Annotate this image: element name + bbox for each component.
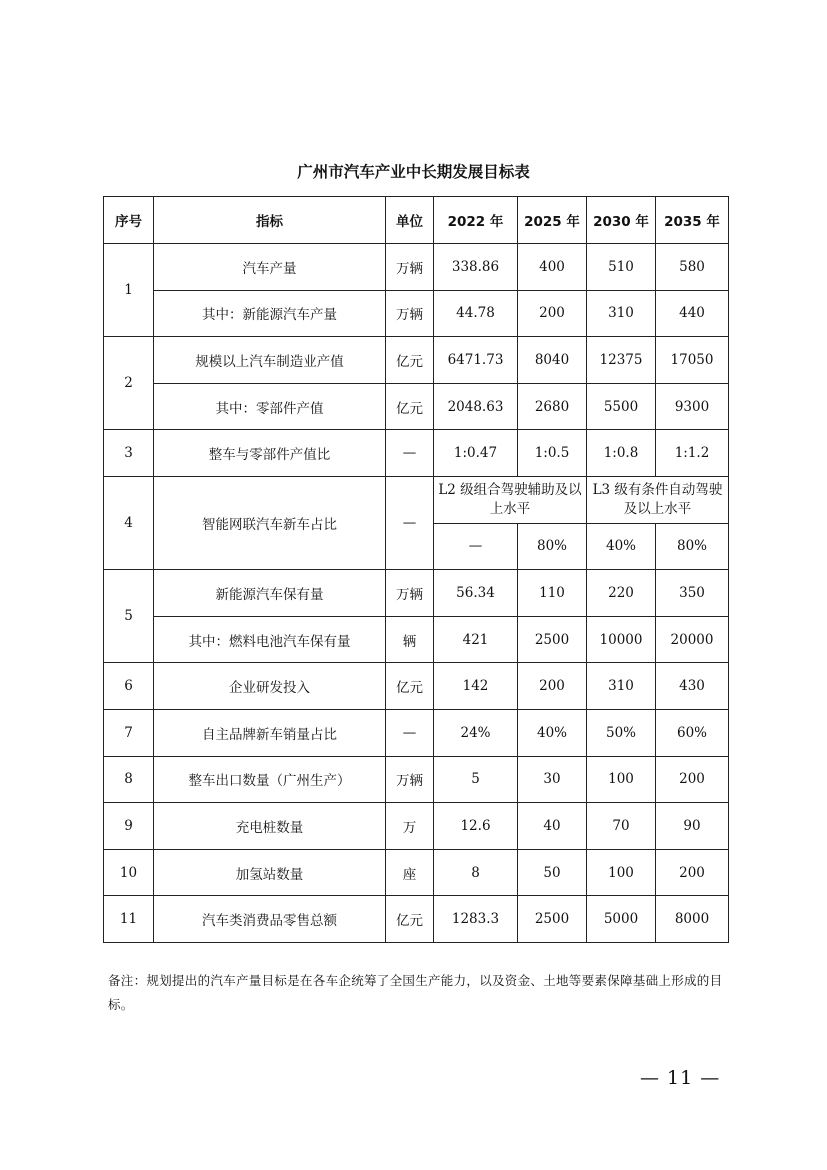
value-2022: 338.86: [434, 244, 518, 291]
table-row: [104, 570, 729, 617]
header-2030: 2030 年: [587, 197, 656, 244]
value-2022: 44.78: [434, 290, 518, 337]
unit-cell: 亿元: [386, 896, 434, 943]
value-2025: 200: [518, 290, 587, 337]
value-2035: 350: [656, 570, 729, 617]
targets-table: [103, 196, 729, 943]
value-2035: 80%: [656, 523, 729, 570]
table-row: [104, 896, 729, 943]
table-row: [104, 383, 729, 430]
indicator-cell: 其中：零部件产值: [154, 383, 386, 430]
seq-cell: 8: [104, 756, 154, 803]
value-2030: 100: [587, 756, 656, 803]
value-2022: 5: [434, 756, 518, 803]
seq-cell: 7: [104, 709, 154, 756]
value-2025: 110: [518, 570, 587, 617]
value-2025: 40: [518, 803, 587, 850]
value-2022: 24%: [434, 709, 518, 756]
value-2035: 9300: [656, 383, 729, 430]
table-row: [104, 663, 729, 710]
value-2030: 5000: [587, 896, 656, 943]
value-2035: 17050: [656, 337, 729, 384]
seq-cell: 2: [104, 337, 154, 430]
value-2035: 20000: [656, 616, 729, 663]
header-seq: 序号: [104, 197, 154, 244]
unit-cell: 辆: [386, 616, 434, 663]
indicator-cell: 企业研发投入: [154, 663, 386, 710]
value-2022: 2048.63: [434, 383, 518, 430]
unit-cell: 万: [386, 803, 434, 850]
seq-cell: 5: [104, 570, 154, 663]
unit-cell: 亿元: [386, 663, 434, 710]
value-2035: 8000: [656, 896, 729, 943]
value-2022: 1:0.47: [434, 430, 518, 477]
value-2035: 60%: [656, 709, 729, 756]
indicator-cell: 其中：燃料电池汽车保有量: [154, 616, 386, 663]
indicator-cell: 加氢站数量: [154, 849, 386, 896]
table-row: [104, 709, 729, 756]
unit-cell: 亿元: [386, 383, 434, 430]
table-title: 广州市汽车产业中长期发展目标表: [297, 163, 530, 181]
indicator-cell: 自主品牌新车销量占比: [154, 709, 386, 756]
value-2030: 70: [587, 803, 656, 850]
value-2022: 142: [434, 663, 518, 710]
value-2030: 310: [587, 290, 656, 337]
indicator-cell: 规模以上汽车制造业产值: [154, 337, 386, 384]
value-2025: 1:0.5: [518, 430, 587, 477]
value-2030: 40%: [587, 523, 656, 570]
value-2025: 400: [518, 244, 587, 291]
unit-cell: 座: [386, 849, 434, 896]
value-2025: 40%: [518, 709, 587, 756]
value-2022: 56.34: [434, 570, 518, 617]
table-note: 备注：规划提出的汽车产量目标是在各车企统筹了全国生产能力，以及资金、土地等要素保障基础上形成的目标。: [108, 973, 723, 1012]
indicator-cell: 汽车类消费品零售总额: [154, 896, 386, 943]
value-2022: —: [434, 523, 518, 570]
value-2035: 430: [656, 663, 729, 710]
value-2025: 30: [518, 756, 587, 803]
value-2025: 8040: [518, 337, 587, 384]
indicator-cell: 整车与零部件产值比: [154, 430, 386, 477]
header-row: [104, 197, 729, 244]
indicator-cell: 汽车产量: [154, 244, 386, 291]
value-2025: 2500: [518, 616, 587, 663]
unit-cell: 万辆: [386, 244, 434, 291]
value-2025: 2500: [518, 896, 587, 943]
value-2030: 510: [587, 244, 656, 291]
value-2035: 200: [656, 756, 729, 803]
unit-cell: —: [386, 476, 434, 569]
value-2030: 10000: [587, 616, 656, 663]
table-row: [104, 290, 729, 337]
indicator-cell: 其中：新能源汽车产量: [154, 290, 386, 337]
unit-cell: —: [386, 430, 434, 477]
seq-cell: 6: [104, 663, 154, 710]
seq-cell: 10: [104, 849, 154, 896]
value-2022: 8: [434, 849, 518, 896]
value-2025: 80%: [518, 523, 587, 570]
value-2035: 200: [656, 849, 729, 896]
seq-cell: 1: [104, 244, 154, 337]
table-row: [104, 337, 729, 384]
value-2030: 5500: [587, 383, 656, 430]
indicator-cell: 整车出口数量（广州生产）: [154, 756, 386, 803]
header-2025: 2025 年: [518, 197, 587, 244]
value-2025: 2680: [518, 383, 587, 430]
value-2035: 1:1.2: [656, 430, 729, 477]
value-2030: 310: [587, 663, 656, 710]
header-2035: 2035 年: [656, 197, 729, 244]
value-2030: 50%: [587, 709, 656, 756]
value-2025: 50: [518, 849, 587, 896]
l3-level-cell: L3 级有条件自动驾驶及以上水平: [587, 476, 729, 523]
value-2030: 1:0.8: [587, 430, 656, 477]
indicator-cell: 智能网联汽车新车占比: [154, 476, 386, 569]
value-2022: 421: [434, 616, 518, 663]
value-2022: 1283.3: [434, 896, 518, 943]
value-2030: 220: [587, 570, 656, 617]
indicator-cell: 充电桩数量: [154, 803, 386, 850]
header-2022: 2022 年: [434, 197, 518, 244]
table-row: [104, 756, 729, 803]
table-row: [104, 430, 729, 477]
value-2035: 440: [656, 290, 729, 337]
unit-cell: 万辆: [386, 570, 434, 617]
indicator-cell: 新能源汽车保有量: [154, 570, 386, 617]
value-2022: 6471.73: [434, 337, 518, 384]
seq-cell: 9: [104, 803, 154, 850]
value-2025: 200: [518, 663, 587, 710]
unit-cell: —: [386, 709, 434, 756]
value-2035: 580: [656, 244, 729, 291]
table-row: [104, 244, 729, 291]
value-2022: 12.6: [434, 803, 518, 850]
value-2035: 90: [656, 803, 729, 850]
seq-cell: 3: [104, 430, 154, 477]
l2-level-cell: L2 级组合驾驶辅助及以上水平: [434, 476, 587, 523]
header-unit: 单位: [386, 197, 434, 244]
value-2030: 100: [587, 849, 656, 896]
unit-cell: 万辆: [386, 290, 434, 337]
value-2030: 12375: [587, 337, 656, 384]
header-indicator: 指标: [154, 197, 386, 244]
table-row: [104, 476, 729, 523]
seq-cell: 4: [104, 476, 154, 569]
table-row: [104, 849, 729, 896]
table-row: [104, 616, 729, 663]
unit-cell: 万辆: [386, 756, 434, 803]
table-row: [104, 803, 729, 850]
page-number: — 11 —: [640, 1067, 721, 1089]
unit-cell: 亿元: [386, 337, 434, 384]
seq-cell: 11: [104, 896, 154, 943]
